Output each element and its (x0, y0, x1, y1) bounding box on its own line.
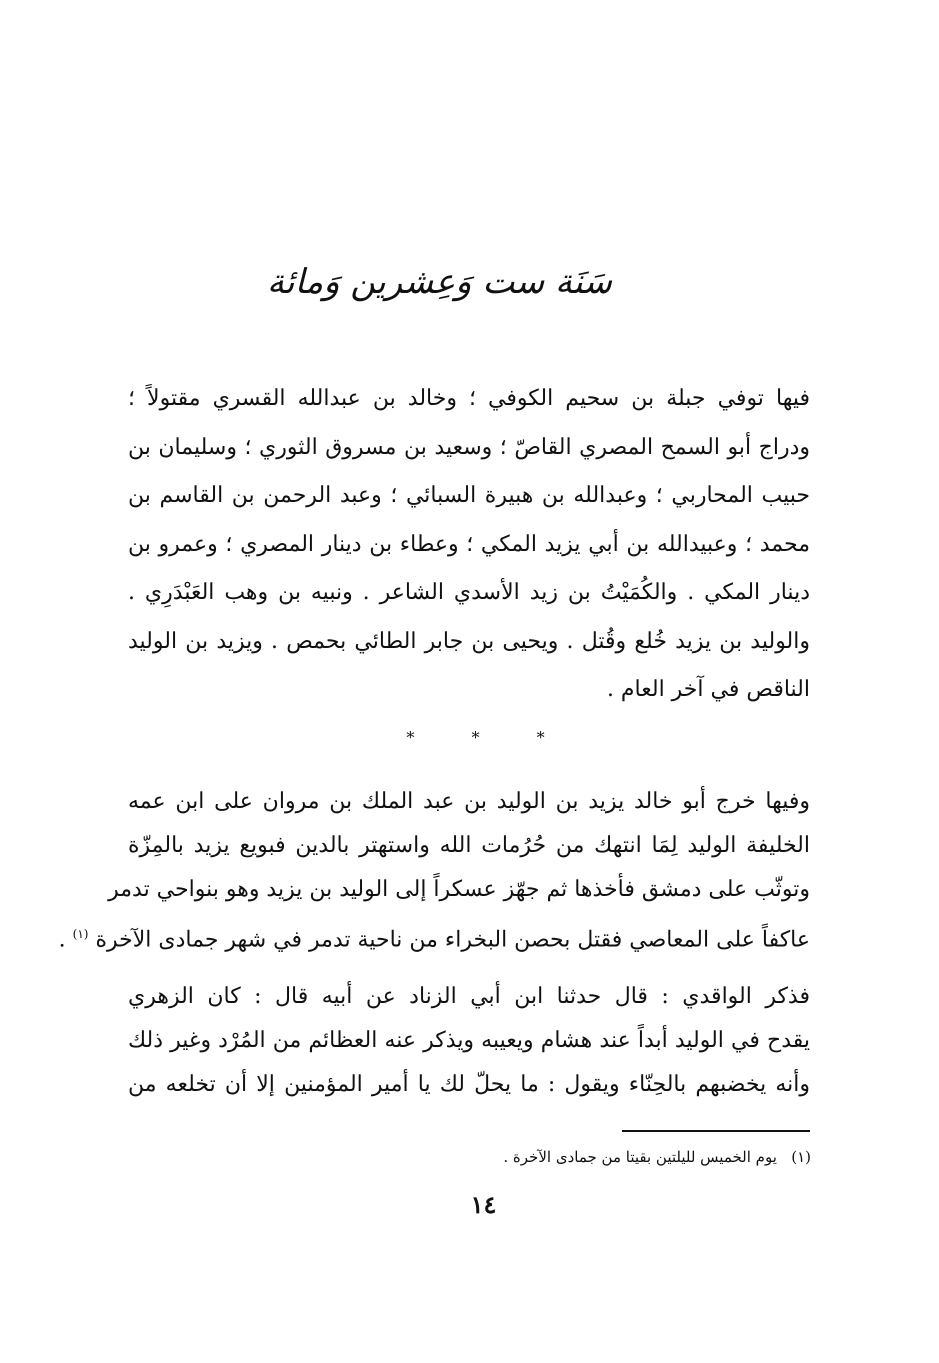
page-number: ١٤ (470, 1190, 497, 1219)
text-line: يقدح في الوليد أبداً عند هشام ويعيبه ويذكر عنه العظائم من المُرْد وغير ذلك (128, 1028, 810, 1053)
text-line: وفيها خرج أبو خالد يزيد بن الوليد بن عبد الملك بن مروان على ابن عمه (128, 789, 810, 814)
paragraph-events (58, 780, 810, 956)
sentence-end: . (58, 927, 66, 953)
text-line: ودراج أبو السمح المصري القاصّ ؛ وسعيد بن مسروق الثوري ؛ وسليمان بن (128, 434, 810, 460)
paragraph-waqidi (128, 975, 810, 1107)
text-line: وأنه يخضبهم بالحِنّاء ويقول : ما يحلّ لك يا أمير المؤمنين إلا أن تخلعه من (128, 1072, 810, 1097)
text-line-content: عاكفاً على المعاصي فقتل بحصن البخراء من ناحية تدمر في شهر جمادى الآخرة (95, 927, 810, 953)
footnote-divider (622, 1130, 810, 1132)
footnote-text: يوم الخميس لليلتين بقيتا من جمادى الآخرة . (503, 1148, 777, 1166)
text-line: حبيب المحاربي ؛ وعبدالله بن هبيرة السبائي ؛ وعبد الرحمن بن القاسم بن (128, 483, 810, 508)
text-line (58, 912, 810, 956)
chapter-title: سَنَة ست وَعِشرين وَمائة (266, 262, 613, 302)
footnote (503, 1148, 811, 1166)
text-line: فذكر الواقدي : قال حدثنا ابن أبي الزناد عن أبيه قال : كان الزهري (128, 984, 810, 1009)
text-line: دينار المكي . والكُمَيْتُ بن زيد الأسدي الشاعر . ونبيه بن وهب العَبْدَرِي . (128, 580, 810, 605)
text-line: الناقص في آخر العام . (606, 677, 810, 702)
text-line: الخليفة الوليد لِمَا انتهك من حُرُمات الله واستهتر بالدين فبويع يزيد بالمِزّة (128, 833, 810, 858)
text-line: والوليد بن يزيد خُلع وقُتل . ويحيى بن جابر الطائي بحمص . ويزيد بن الوليد (128, 628, 810, 654)
text-line: محمد ؛ وعبيدالله بن أبي يزيد المكي ؛ وعطاء بن دينار المصري ؛ وعمرو بن (128, 531, 810, 557)
text-line: فيها توفي جبلة بن سحيم الكوفي ؛ وخالد بن عبدالله القسري مقتولاً ؛ (128, 386, 810, 411)
footnote-marker: (١) (791, 1148, 811, 1166)
text-line: وتوثّب على دمشق فأخذها ثم جهّز عسكراً إلى الوليد بن يزيد وهو بنواحي تدمر (108, 877, 810, 902)
paragraph-obituaries (128, 375, 810, 715)
section-separator: * * * (406, 728, 571, 747)
footnote-reference[interactable]: (١) (72, 927, 89, 941)
